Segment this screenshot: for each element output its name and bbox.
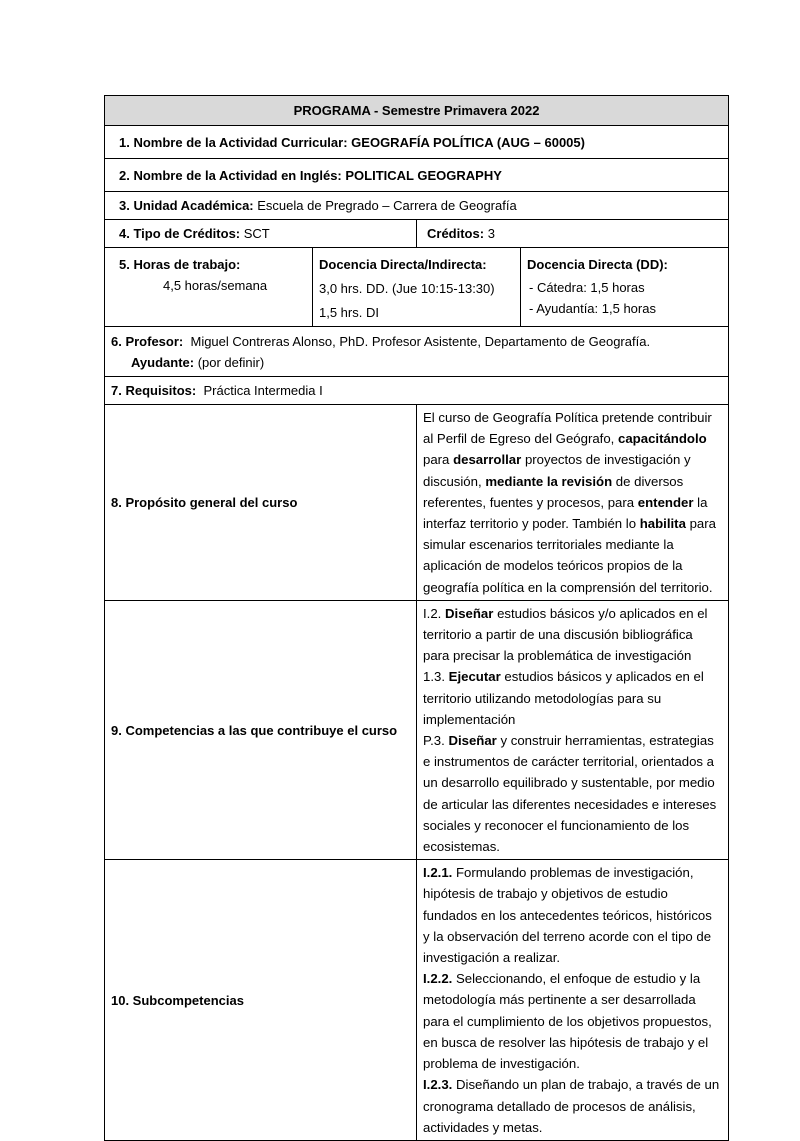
credits-label: Créditos: <box>427 226 485 241</box>
dd-di-line1: 3,0 hrs. DD. (Jue 10:15-13:30) <box>319 281 495 296</box>
dd-di-line2: 1,5 hrs. DI <box>319 305 379 320</box>
subcompetencies-row <box>105 860 729 1141</box>
subcompetencies-label: 10. Subcompetencias <box>105 860 417 1141</box>
course-program-document <box>104 95 728 1141</box>
competency-item: P.3. Diseñar y construir herramientas, estrategias e instrumentos de carácter territorial, orientados a un desarrollo equilibrado y sustentable, por medio de articular las diferentes necesidades e intereses sociales y reconocer el funcionamiento de los ecosistemas. <box>423 733 717 855</box>
competencies-row <box>105 600 729 859</box>
program-title: PROGRAMA - Semestre Primavera 2022 <box>105 96 729 126</box>
academic-unit-value: Escuela de Pregrado – Carrera de Geografía <box>257 198 517 213</box>
activity-name-value: GEOGRAFÍA POLÍTICA (AUG – 60005) <box>351 135 585 150</box>
subcompetencies-text <box>417 860 729 1141</box>
purpose-label: 8. Propósito general del curso <box>105 405 417 601</box>
row-number: 2. <box>119 168 130 183</box>
assistant-value: (por definir) <box>197 355 265 370</box>
requirements-value: Práctica Intermedia I <box>203 383 323 398</box>
hours-row <box>105 248 729 327</box>
competency-item: I.2. Diseñar estudios básicos y/o aplicados en el territorio a partir de una discusión bibliográfica para precisar la problemática de investigación <box>423 605 708 664</box>
credit-type-value: SCT <box>243 226 270 241</box>
program-table <box>104 95 729 1141</box>
hours-label: Horas de trabajo: <box>133 257 241 272</box>
professor-row <box>105 327 729 377</box>
row-number: 1. <box>119 135 130 150</box>
english-name-label: Nombre de la Actividad en Inglés: <box>133 168 342 183</box>
purpose-text: El curso de Geografía Política pretende contribuir al Perfil de Egreso del Geógrafo, capacitándolo para desarrollar proyectos de investigación y discusión, mediante la revisión de diversos referentes, fuentes y procesos, para entender la interfaz territorio y poder. También lo habilita para simular escenarios territoriales mediante la aplicación de modelos teóricos propios de la geografía política en la comprensión del territorio. <box>417 405 729 601</box>
english-name-value: POLITICAL GEOGRAPHY <box>345 168 502 183</box>
row-number: 4. <box>119 226 130 241</box>
academic-unit-label: Unidad Académica: <box>133 198 254 213</box>
subcompetency-item: I.2.2. Seleccionando, el enfoque de estudio y la metodología más pertinente a ser desarrollada para el cumplimiento de los objetivos propuestos, en busca de resolver las hipótesis de trabajo y el problema de investigación. <box>423 971 712 1072</box>
credits-row <box>105 220 729 248</box>
dd-di-label: Docencia Directa/Indirecta: <box>319 257 487 272</box>
row-number: 5. <box>119 257 130 272</box>
dd-line1: - Cátedra: 1,5 horas <box>529 280 645 295</box>
program-header-row <box>105 96 729 126</box>
requirements-label: 7. Requisitos: <box>111 383 197 398</box>
requirements-row <box>105 377 729 405</box>
professor-label: 6. Profesor: <box>111 334 184 349</box>
row-number: 3. <box>119 198 130 213</box>
dd-label: Docencia Directa (DD): <box>527 257 668 272</box>
competency-item: 1.3. Ejecutar estudios básicos y aplicados en el territorio utilizando metodologías para su implementación <box>423 669 704 727</box>
activity-name-row <box>105 126 729 159</box>
credit-type-label: Tipo de Créditos: <box>133 226 241 241</box>
professor-value: Miguel Contreras Alonso, PhD. Profesor Asistente, Departamento de Geografía. <box>190 334 651 349</box>
competencies-label: 9. Competencias a las que contribuye el curso <box>105 600 417 859</box>
academic-unit-row <box>105 192 729 220</box>
subcompetency-item: I.2.1. Formulando problemas de investigación, hipótesis de trabajo y objetivos de estudio fundados en los antecedentes teóricos, históricos y la observación del terreno acorde con el tipo de investigación a realizar. <box>423 865 712 966</box>
english-name-row <box>105 159 729 192</box>
competencies-text <box>417 600 729 859</box>
activity-name-label: Nombre de la Actividad Curricular: <box>133 135 348 150</box>
subcompetency-item: I.2.3. Diseñando un plan de trabajo, a través de un cronograma detallado de procesos de análisis, actividades y metas. <box>423 1077 720 1135</box>
hours-value: 4,5 horas/semana <box>163 278 268 293</box>
assistant-label: Ayudante: <box>131 355 195 370</box>
dd-line2: - Ayudantía: 1,5 horas <box>529 301 656 316</box>
purpose-row <box>105 405 729 601</box>
credits-value: 3 <box>487 226 495 241</box>
